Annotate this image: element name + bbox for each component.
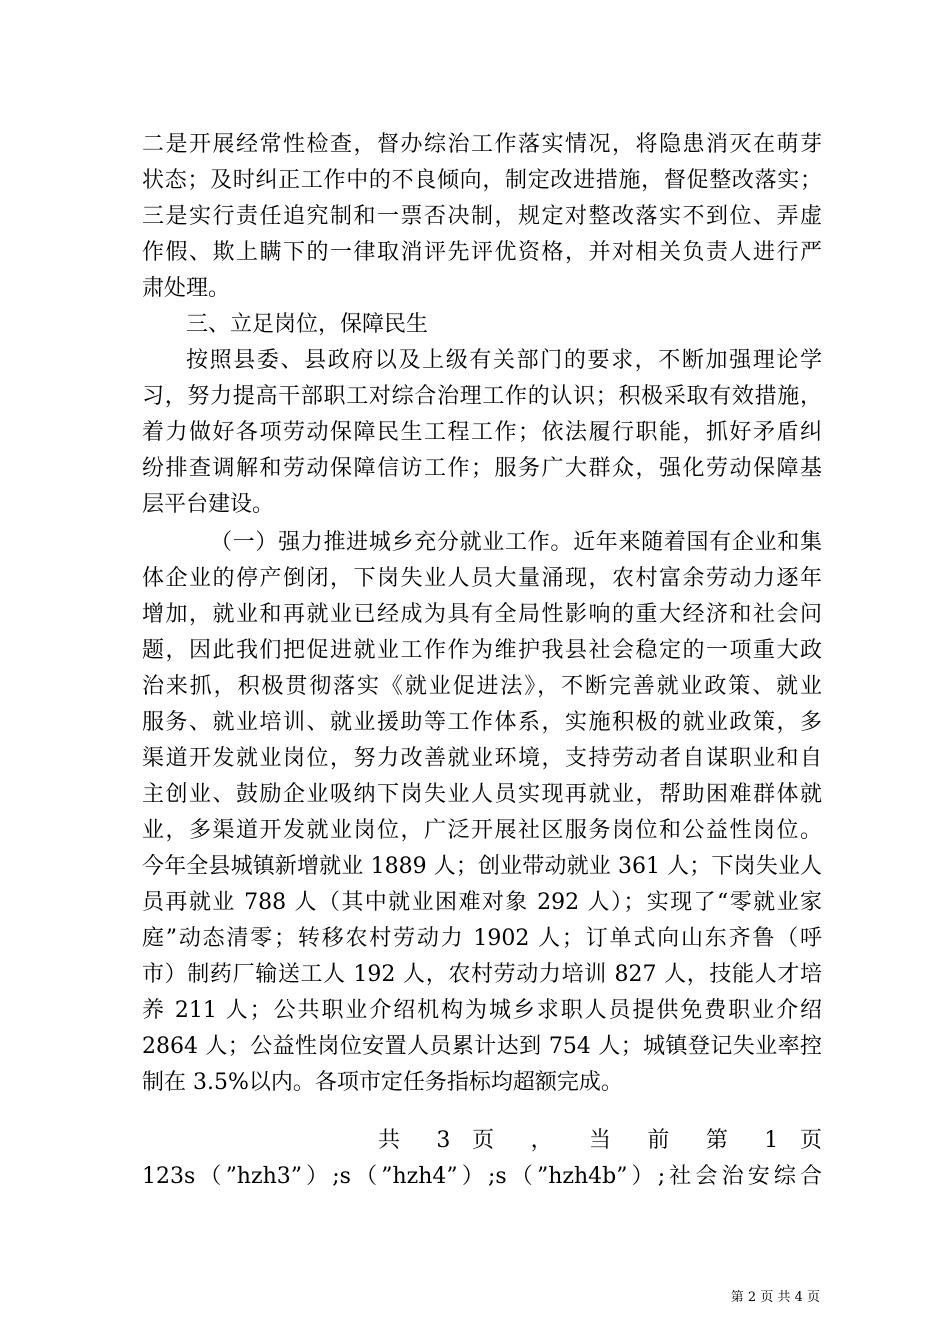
- body-text-line: 庭”动态清零；转移农村劳动力 1902 人；订单式向山东齐鲁（呼: [142, 926, 822, 951]
- body-text-line: 层平台建设。: [142, 492, 275, 517]
- body-text-line: 渠道开发就业岗位，努力改善就业环境，支持劳动者自谋职业和自: [142, 746, 822, 771]
- body-text-line: 治来抓，积极贯彻落实《就业促进法》，不断完善就业政策、就业: [142, 674, 822, 699]
- body-text-line: 习，努力提高干部职工对综合治理工作的认识；积极采取有效措施，: [142, 384, 822, 409]
- body-text-line: 主创业、鼓励企业吸纳下岗失业人员实现再就业，帮助困难群体就: [142, 782, 822, 807]
- body-text-line: 今年全县城镇新增就业 1889 人；创业带动就业 361 人；下岗失业人: [142, 854, 822, 879]
- subsection-heading-line: （一）强力推进城乡充分就业工作。近年来随着国有企业和集: [210, 530, 822, 555]
- body-text-line: 2864 人；公益性岗位安置人员累计达到 754 人；城镇登记失业率控: [142, 1034, 822, 1059]
- body-text-line: 业，多渠道开发就业岗位，广泛开展社区服务岗位和公益性岗位。: [142, 818, 822, 843]
- body-text-line: 增加，就业和再就业已经成为具有全局性影响的重大经济和社会问: [142, 602, 822, 627]
- page-indicator-text: 共 3 页 ， 当 前 第 1 页: [378, 1128, 822, 1153]
- body-text-line: 体企业的停产倒闭，下岗失业人员大量涌现，农村富余劳动力逐年: [142, 566, 822, 591]
- body-text-line: 123s（”hzh3”）;s（”hzh4”）;s（”hzh4b”）;社会治安综合: [142, 1164, 822, 1189]
- body-text-line: 着力做好各项劳动保障民生工程工作；依法履行职能，抓好矛盾纠: [142, 420, 822, 445]
- section-heading: 三、立足岗位，保障民生: [186, 312, 429, 337]
- body-text-line: 养 211 人；公共职业介绍机构为城乡求职人员提供免费职业介绍: [142, 998, 822, 1023]
- body-text-line: 题，因此我们把促进就业工作作为维护我县社会稳定的一项重大政: [142, 638, 822, 663]
- body-text-line: 市）制药厂输送工人 192 人，农村劳动力培训 827 人，技能人才培: [142, 962, 822, 987]
- page-footer: 第 2 页 共 4 页: [730, 1290, 820, 1305]
- body-text-line: 二是开展经常性检查，督办综治工作落实情况，将隐患消灭在萌芽: [142, 132, 822, 157]
- body-text-line: 状态；及时纠正工作中的不良倾向，制定改进措施，督促整改落实；: [142, 168, 822, 193]
- body-text-line: 作假、欺上瞒下的一律取消评先评优资格，并对相关负责人进行严: [142, 240, 822, 265]
- body-text-line: 制在 3.5%以内。各项市定任务指标均超额完成。: [142, 1070, 623, 1095]
- body-text-line: 服务、就业培训、就业援助等工作体系，实施积极的就业政策，多: [142, 710, 822, 735]
- body-text-line: 三是实行责任追究制和一票否决制，规定对整改落实不到位、弄虚: [142, 204, 822, 229]
- body-text-line: 纷排查调解和劳动保障信访工作；服务广大群众，强化劳动保障基: [142, 456, 822, 481]
- body-text-line: 按照县委、县政府以及上级有关部门的要求，不断加强理论学: [186, 348, 822, 373]
- body-text-line: 员再就业 788 人（其中就业困难对象 292 人）；实现了“零就业家: [142, 890, 822, 915]
- body-text-line: 肃处理。: [142, 276, 231, 301]
